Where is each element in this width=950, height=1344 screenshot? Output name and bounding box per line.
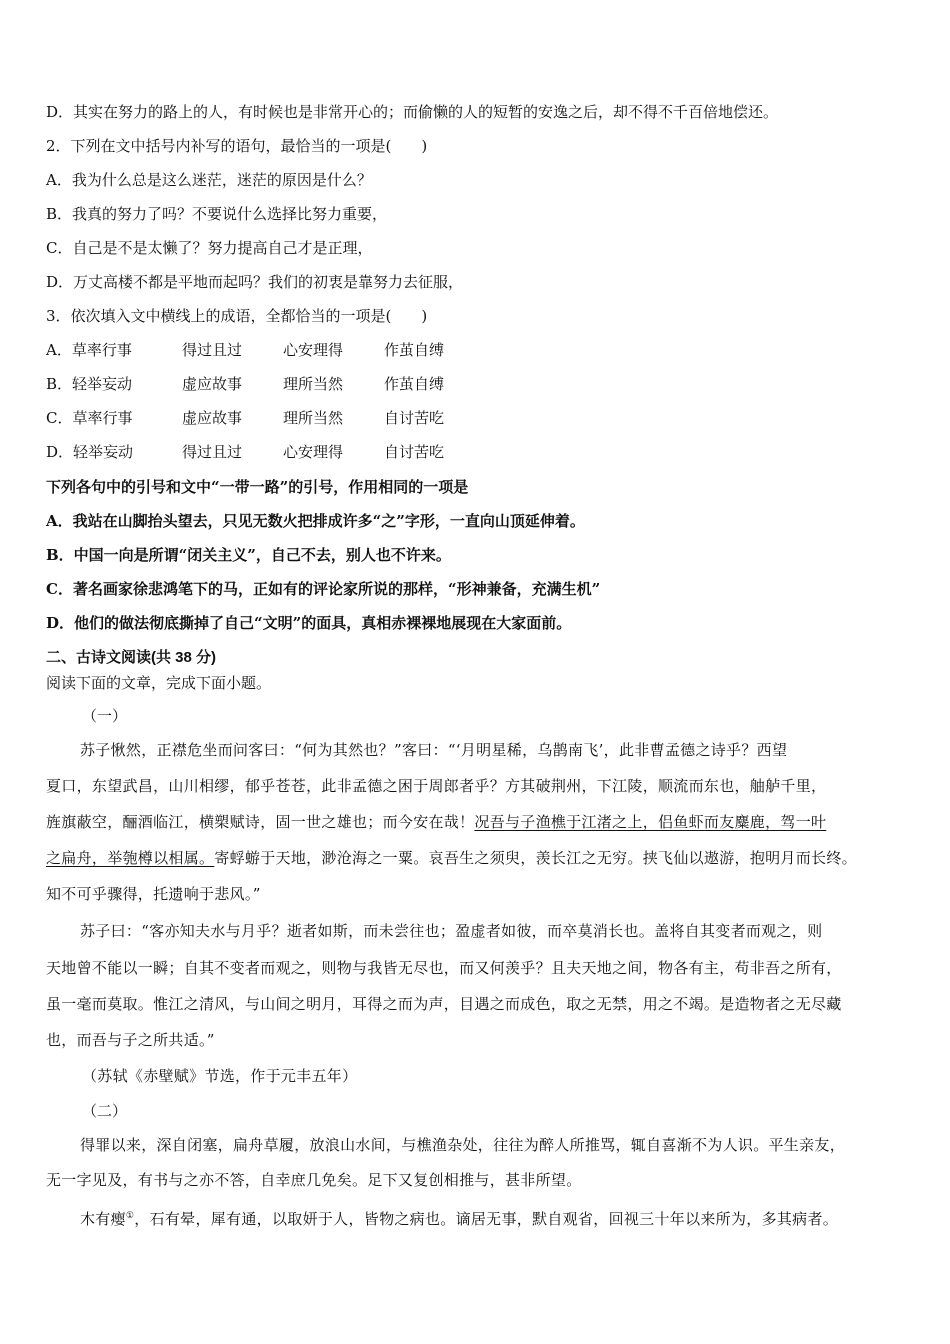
- q3-idiom: 自讨苦吃: [384, 443, 445, 461]
- underlined-sentence: 况吾与子渔樵于江渚之上，侣鱼虾而友麋鹿，驾一叶: [474, 813, 827, 831]
- q3-idiom: 理所当然: [283, 409, 344, 427]
- q3-idiom: 自讨苦吃: [384, 409, 445, 427]
- passage1-line: 苏子愀然，正襟危坐而问客曰：“何为其然也？”客曰：“‘月明星稀，乌鹊南飞’，此非曹孟德之诗乎？西望: [80, 741, 788, 759]
- section-intro: 阅读下面的文章，完成下面小题。: [46, 674, 272, 692]
- q3-idiom: 虚应故事: [182, 375, 243, 393]
- passage1-line: [46, 812, 826, 832]
- q3-idiom: 得过且过: [182, 341, 243, 359]
- q3-option-c: [46, 408, 445, 428]
- q3-option-label: B．轻举妄动: [46, 375, 133, 393]
- passage1-line: 苏子曰：“客亦知夫水与月乎？逝者如斯，而未尝往也；盈虚者如彼，而卒莫消长也。盖将自其变者而观之，则: [80, 922, 823, 940]
- passage2-text: ，石有晕，犀有通，以取妍于人，皆物之病也。谪居无事，默自观省，回视三十年以来所为，多其病者。: [134, 1210, 839, 1228]
- q4-option-d: D．他们的做法彻底撕掉了自己“文明”的面具，真相赤裸裸地展现在大家面前。: [46, 614, 572, 632]
- q3-option-b: [46, 374, 445, 394]
- q3-idiom: 作茧自缚: [384, 341, 445, 359]
- part1-label: （一）: [82, 707, 128, 725]
- footnote-marker: ①: [125, 1211, 135, 1221]
- q3-stem: 3．依次填入文中横线上的成语，全都恰当的一项是( ): [46, 307, 428, 325]
- q3-option-label: C．草率行事: [46, 409, 133, 427]
- q2-option-a: A．我为什么总是这么迷茫，迷茫的原因是什么？: [46, 171, 372, 189]
- passage1-line: 也，而吾与子之所共适。”: [46, 1031, 215, 1049]
- passage1-line: [46, 848, 857, 868]
- passage2-line: [80, 1206, 838, 1229]
- q2-stem: 2．下列在文中括号内补写的语句，最恰当的一项是( ): [46, 137, 428, 155]
- passage1-line: 知不可乎骤得，托遗响于悲风。”: [46, 885, 261, 903]
- passage1-text: 寄蜉蝣于天地，渺沧海之一粟。哀吾生之须臾，羡长江之无穷。挟飞仙以遨游，抱明月而长终。: [214, 849, 857, 867]
- q2-option-b: B．我真的努力了吗？不要说什么选择比努力重要，: [46, 205, 388, 223]
- part2-label: （二）: [82, 1102, 128, 1120]
- q3-option-label: A．草率行事: [46, 341, 132, 359]
- q3-option-a: [46, 340, 445, 360]
- q3-idiom: 得过且过: [182, 443, 243, 461]
- q3-option-d: [46, 442, 445, 462]
- q3-idiom: 心安理得: [283, 443, 344, 461]
- passage2-line: 得罪以来，深自闭塞，扁舟草履，放浪山水间，与樵渔杂处，往往为醉人所推骂，辄自喜渐不为人识。平生亲友，: [80, 1136, 846, 1154]
- q4-option-a: A．我站在山脚抬头望去，只见无数火把排成许多“之”字形，一直向山顶延伸着。: [46, 512, 585, 530]
- q3-idiom: 理所当然: [283, 375, 344, 393]
- passage1-text: 旌旗蔽空，酾酒临江，横槊赋诗，固一世之雄也；而今安在哉！: [46, 813, 475, 831]
- passage2-text: 木有瘿: [80, 1210, 126, 1228]
- q2-option-d: D．万丈高楼不都是平地而起吗？我们的初衷是靠努力去征服，: [46, 273, 464, 291]
- q4-option-b: B．中国一向是所谓“闭关主义”，自己不去，别人也不许来。: [46, 546, 451, 564]
- passage1-line: 夏口，东望武昌，山川相缪，郁乎苍苍，此非孟德之困于周郎者乎？方其破荆州，下江陵，顺流而东也，舳舻千里，: [46, 777, 827, 795]
- passage2-line: 无一字见及，有书与之亦不答，自幸庶几免矣。足下又复创相推与，甚非所望。: [46, 1171, 582, 1189]
- q4-stem: 下列各句中的引号和文中“一带一路”的引号，作用相同的一项是: [46, 478, 469, 496]
- q2-option-c: C．自己是不是太懒了？努力提高自己才是正理，: [46, 239, 373, 257]
- q1-option-d: D．其实在努力的路上的人，有时候也是非常开心的；而偷懒的人的短暂的安逸之后，却不得不千百倍地偿还。: [46, 103, 779, 121]
- passage1-source: （苏轼《赤壁赋》节选，作于元丰五年）: [82, 1067, 358, 1085]
- q3-idiom: 心安理得: [283, 341, 344, 359]
- underlined-sentence: 之扁舟，举匏樽以相属。: [46, 849, 215, 867]
- q3-option-label: D．轻举妄动: [46, 443, 134, 461]
- q3-idiom: 虚应故事: [182, 409, 243, 427]
- section-title: 二、古诗文阅读(共 38 分): [46, 649, 217, 666]
- q3-idiom: 作茧自缚: [384, 375, 445, 393]
- q4-option-c: C．著名画家徐悲鸿笔下的马，正如有的评论家所说的那样，“形神兼备，充满生机”: [46, 580, 601, 598]
- passage1-line: 虽一毫而莫取。惟江之清风，与山间之明月，耳得之而为声，目遇之而成色，取之无禁，用之不竭。是造物者之无尽藏: [46, 995, 842, 1013]
- passage1-line: 天地曾不能以一瞬；自其不变者而观之，则物与我皆无尽也，而又何羡乎？且夫天地之间，物各有主，苟非吾之所有，: [46, 959, 842, 977]
